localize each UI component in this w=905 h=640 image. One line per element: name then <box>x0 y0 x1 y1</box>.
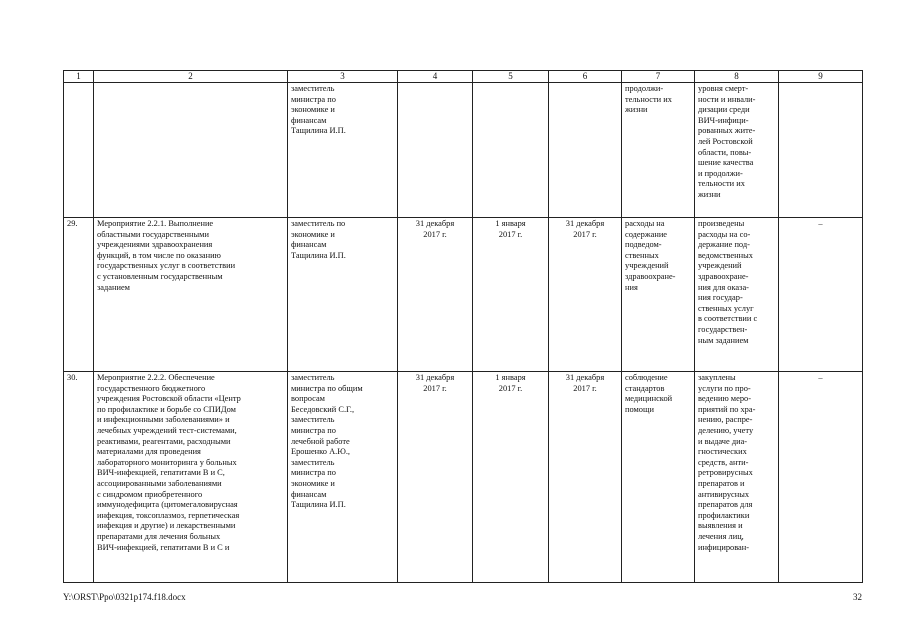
plan-start-cell <box>398 83 473 218</box>
table-row <box>64 83 863 218</box>
fact-start-cell <box>473 83 549 218</box>
row-number: 30. <box>64 372 94 583</box>
page-number: 32 <box>853 592 862 602</box>
footer-file-path: Y:\ORST\Ppo\0321p174.f18.docx <box>63 592 186 602</box>
column-number-header: 6 <box>549 71 622 83</box>
measure-cell <box>94 83 288 218</box>
fact-end-cell: 31 декабря 2017 г. <box>549 218 622 372</box>
column-number-header: 5 <box>473 71 549 83</box>
measure-cell: Мероприятие 2.2.1. Выполнение областными государственными учреждениями здравоохранения функций, в том числе по оказанию государственных услуг в соответствии с установленным государственным заданием <box>94 218 288 372</box>
column-number-header: 3 <box>288 71 398 83</box>
plan-start-cell: 31 декабря 2017 г. <box>398 372 473 583</box>
planned-result-cell: соблюдение стандартов медицинской помощи <box>622 372 695 583</box>
actual-result-cell: закуплены услуги по про- ведению меро- приятий по хра- нению, распре- делению, учету и выдаче диа- гностических средств, анти- ретровирусных препаратов и антивирусных препаратов для профилактики выявления и лечения лиц, инфицирован- <box>695 372 779 583</box>
responsible-cell: заместитель по экономике и финансам Тащилина И.П. <box>288 218 398 372</box>
fact-start-cell: 1 января 2017 г. <box>473 218 549 372</box>
table-row <box>64 372 863 583</box>
fact-start-cell: 1 января 2017 г. <box>473 372 549 583</box>
column-number-header: 7 <box>622 71 695 83</box>
actual-result-cell: уровня смерт- ности и инвали- дизации среди ВИЧ-инфици- рованных жите- лей Ростовской области, повы- шение качества и продолжи- тельности их жизни <box>695 83 779 218</box>
responsible-cell: заместитель министра по общим вопросам Беседовский С.Г., заместитель министра по лечебной работе Ерошенко А.Ю., заместитель министра по экономике и финансам Тащилина И.П. <box>288 372 398 583</box>
column-number-header: 8 <box>695 71 779 83</box>
notes-cell <box>779 83 863 218</box>
fact-end-cell: 31 декабря 2017 г. <box>549 372 622 583</box>
plan-start-cell: 31 декабря 2017 г. <box>398 218 473 372</box>
column-number-header: 2 <box>94 71 288 83</box>
notes-cell: – <box>779 372 863 583</box>
row-number <box>64 83 94 218</box>
measure-cell: Мероприятие 2.2.2. Обеспечение государственного бюджетного учреждения Ростовской области «Центр по профилактике и борьбе со СПИДом и инфекционными заболеваниями» и лечебных учреждений тест-системами, реактивами, реагентами, расходными материалами для проведения лабораторного мониторинга у больных ВИЧ-инфекцией, гепатитами В и С, ассоциированными заболеваниями с синдромом приобретенного иммунодефицита (цитомегаловирусная инфекция, токсоплазмоз, герпетическая инфекция и другие) и лекарственными препаратами для лечения больных ВИЧ-инфекцией, гепатитами В и С и <box>94 372 288 583</box>
plan-table <box>63 70 863 583</box>
row-number: 29. <box>64 218 94 372</box>
responsible-cell: заместитель министра по экономике и финансам Тащилина И.П. <box>288 83 398 218</box>
column-number-header: 9 <box>779 71 863 83</box>
planned-result-cell: расходы на содержание подведом- ственных учреждений здравоохране- ния <box>622 218 695 372</box>
column-number-header: 1 <box>64 71 94 83</box>
column-number-header: 4 <box>398 71 473 83</box>
fact-end-cell <box>549 83 622 218</box>
actual-result-cell: произведены расходы на со- держание под- ведомственных учреждений здравоохране- ния для оказа- ния государ- ственных услуг в соответствии с государствен- ным заданием <box>695 218 779 372</box>
table-row <box>64 218 863 372</box>
notes-cell: – <box>779 218 863 372</box>
planned-result-cell: продолжи- тельности их жизни <box>622 83 695 218</box>
header-row <box>64 71 863 83</box>
